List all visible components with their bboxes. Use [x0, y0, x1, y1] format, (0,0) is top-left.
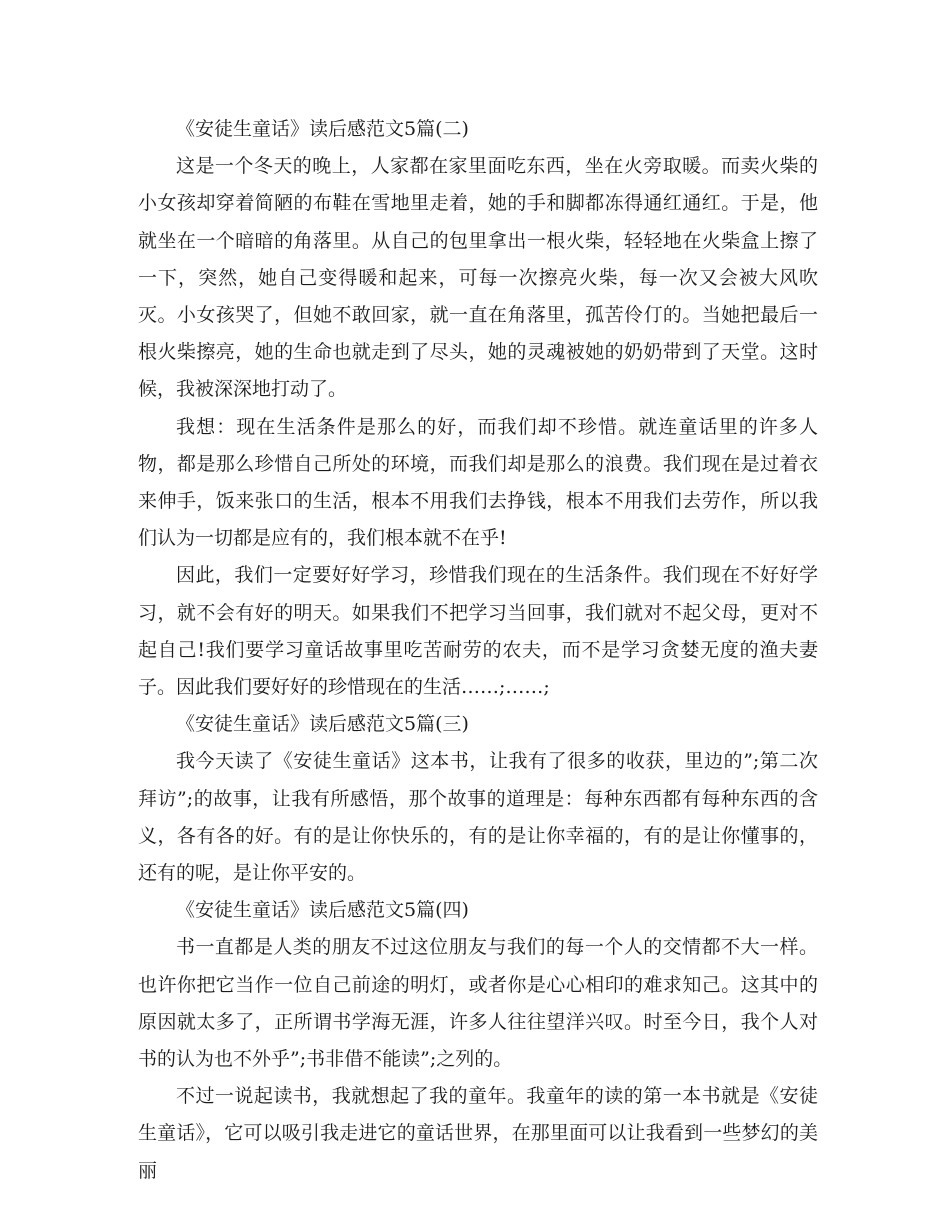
section-heading-2: 《安徒生童话》读后感范文5篇(二): [176, 118, 469, 140]
paragraph: 我今天读了《安徒生童话》这本书，让我有了很多的收获，里边的”;第二次拜访”;的故事，让我有所感悟，那个故事的道理是：每种东西都有每种东西的含义，各有各的好。有的是让你快乐的，有的是让你幸福的，有的是让你懂事的，还有的呢，是让你平安的。: [138, 750, 818, 885]
paragraph: 因此，我们一定要好好学习，珍惜我们现在的生活条件。我们现在不好好学习，就不会有好的明天。如果我们不把学习当回事，我们就对不起父母，更对不起自己!我们要学习童话故事里吃苦耐劳的农夫，而不是学习贪婪无度的渔夫妻子。因此我们要好好的珍惜现在的生活……;……;: [138, 564, 818, 699]
document-body: [138, 111, 818, 1190]
section-heading-4: 《安徒生童话》读后感范文5篇(四): [176, 899, 469, 922]
paragraph: 书一直都是人类的朋友不过这位朋友与我们的每一个人的交情都不大一样。也许你把它当作一位自己前途的明灯，或者你是心心相印的难求知己。这其中的原因就太多了，正所谓书学海无涯，许多人往往望洋兴叹。时至今日，我个人对书的认为也不外乎”;书非借不能读”;之列的。: [138, 936, 818, 1071]
section-heading-3: 《安徒生童话》读后感范文5篇(三): [176, 713, 469, 736]
paragraph: 这是一个冬天的晚上，人家都在家里面吃东西，坐在火旁取暖。而卖火柴的小女孩却穿着简陋的布鞋在雪地里走着，她的手和脚都冻得通红通红。于是，他就坐在一个暗暗的角落里。从自己的包里拿出一根火柴，轻轻地在火柴盒上擦了一下，突然，她自己变得暖和起来，可每一次擦亮火柴，每一次又会被大风吹灭。小女孩哭了，但她不敢回家，就一直在角落里，孤苦伶仃的。当她把最后一根火柴擦亮，她的生命也就走到了尽头，她的灵魂被她的奶奶带到了天堂。这时候，我被深深地打动了。: [138, 155, 818, 401]
paragraph: 我想：现在生活条件是那么的好，而我们却不珍惜。就连童话里的许多人物，都是那么珍惜自己所处的环境，而我们却是那么的浪费。我们现在是过着衣来伸手，饭来张口的生活，根本不用我们去挣钱，根本不用我们去劳作，所以我们认为一切都是应有的，我们根本就不在乎!: [138, 415, 818, 550]
paragraph: 不过一说起读书，我就想起了我的童年。我童年的读的第一本书就是《安徒生童话》，它可以吸引我走进它的童话世界，在那里面可以让我看到一些梦幻的美丽: [138, 1085, 818, 1182]
